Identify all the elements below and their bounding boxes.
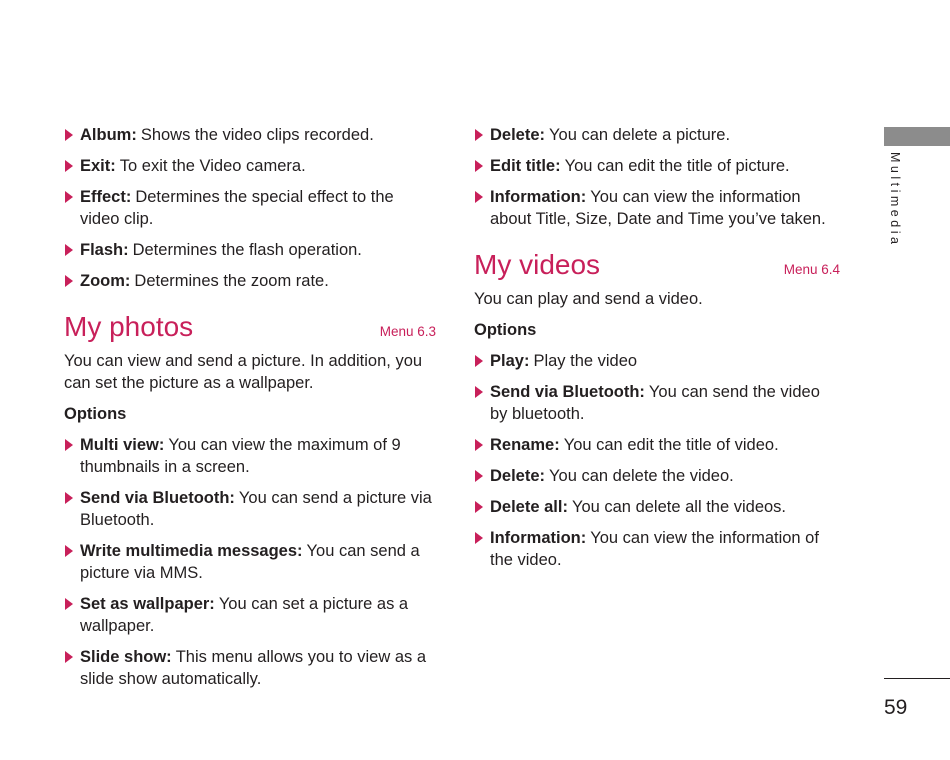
bullet-triangle-icon <box>65 275 73 287</box>
list-item <box>474 434 840 456</box>
bullet-triangle-icon <box>65 129 73 141</box>
list-item <box>474 465 840 487</box>
item-text: This menu allows you to view as a slide show automatically. <box>80 648 427 688</box>
menu-reference: Menu 6.3 <box>379 324 436 339</box>
section-title: My videos <box>474 249 601 280</box>
menu-reference: Menu 6.4 <box>783 262 840 277</box>
list-item <box>64 270 436 292</box>
bullet-triangle-icon <box>475 386 483 398</box>
list-item <box>64 239 436 261</box>
item-text: You can edit the title of video. <box>563 436 779 454</box>
item-text: You can set a picture as a wallpaper. <box>80 595 409 635</box>
item-label: Album: <box>80 126 137 144</box>
item-label: Information: <box>490 529 587 547</box>
list-item <box>64 540 436 584</box>
list-item <box>64 646 436 690</box>
bullet-triangle-icon <box>65 160 73 172</box>
item-text: Shows the video clips recorded. <box>140 126 374 144</box>
item-label: Flash: <box>80 241 129 259</box>
bullet-triangle-icon <box>65 651 73 663</box>
item-text: You can send a picture via Bluetooth. <box>80 489 432 529</box>
left-column <box>64 124 436 699</box>
item-text: Determines the special effect to the video clip. <box>80 188 394 228</box>
item-text: You can send the video by bluetooth. <box>490 383 820 423</box>
list-item <box>474 124 840 146</box>
item-label: Send via Bluetooth: <box>80 489 235 507</box>
bullet-triangle-icon <box>65 244 73 256</box>
item-label: Information: <box>490 188 587 206</box>
bullet-triangle-icon <box>65 598 73 610</box>
item-text: You can send a picture via MMS. <box>80 542 420 582</box>
list-item <box>64 186 436 230</box>
list-item <box>64 593 436 637</box>
item-label: Write multimedia messages: <box>80 542 303 560</box>
bullet-triangle-icon <box>65 492 73 504</box>
item-text: You can view the information of the video. <box>490 529 819 569</box>
list-item <box>474 496 840 518</box>
right-column <box>474 124 840 580</box>
section-intro: You can play and send a video. <box>474 290 703 308</box>
item-text: You can view the maximum of 9 thumbnails in a screen. <box>80 436 401 476</box>
item-text: You can delete all the videos. <box>571 498 787 516</box>
bullet-triangle-icon <box>65 545 73 557</box>
item-text: Determines the flash operation. <box>132 241 362 259</box>
item-label: Slide show: <box>80 648 172 666</box>
item-label: Zoom: <box>80 272 131 290</box>
list-item <box>64 155 436 177</box>
item-label: Exit: <box>80 157 116 175</box>
bullet-triangle-icon <box>475 191 483 203</box>
list-item <box>474 527 840 571</box>
list-item <box>474 155 840 177</box>
item-label: Play: <box>490 352 530 370</box>
item-text: You can delete the video. <box>549 467 734 485</box>
page-number-rule <box>884 678 950 679</box>
item-label: Effect: <box>80 188 132 206</box>
item-label: Send via Bluetooth: <box>490 383 645 401</box>
bullet-triangle-icon <box>475 532 483 544</box>
section-heading <box>474 248 840 282</box>
item-label: Delete: <box>490 467 546 485</box>
bullet-triangle-icon <box>65 439 73 451</box>
section-intro: You can view and send a picture. In addition, you can set the picture as a wallpaper. <box>64 352 423 392</box>
item-text: You can view the information about Title, Size, Date and Time you’ve taken. <box>490 188 826 228</box>
section-tab-marker <box>884 127 950 146</box>
bullet-triangle-icon <box>475 160 483 172</box>
bullet-triangle-icon <box>475 470 483 482</box>
list-item <box>474 186 840 230</box>
options-label: Options <box>474 321 537 339</box>
bullet-triangle-icon <box>475 501 483 513</box>
item-text: You can delete a picture. <box>549 126 731 144</box>
bullet-triangle-icon <box>65 191 73 203</box>
item-text: Play the video <box>533 352 638 370</box>
section-title: My photos <box>64 311 194 342</box>
item-text: To exit the Video camera. <box>119 157 306 175</box>
item-label: Edit title: <box>490 157 561 175</box>
list-item <box>474 381 840 425</box>
bullet-triangle-icon <box>475 355 483 367</box>
section-heading <box>64 310 436 344</box>
item-label: Rename: <box>490 436 560 454</box>
item-text: You can edit the title of picture. <box>564 157 790 175</box>
list-item <box>64 434 436 478</box>
item-label: Delete: <box>490 126 546 144</box>
item-label: Multi view: <box>80 436 165 454</box>
section-label: Multimedia <box>888 152 902 248</box>
bullet-triangle-icon <box>475 439 483 451</box>
item-label: Delete all: <box>490 498 568 516</box>
list-item <box>64 124 436 146</box>
list-item <box>474 350 840 372</box>
options-label: Options <box>64 405 127 423</box>
list-item <box>64 487 436 531</box>
item-text: Determines the zoom rate. <box>134 272 329 290</box>
page-number: 59 <box>884 696 908 719</box>
item-label: Set as wallpaper: <box>80 595 215 613</box>
bullet-triangle-icon <box>475 129 483 141</box>
